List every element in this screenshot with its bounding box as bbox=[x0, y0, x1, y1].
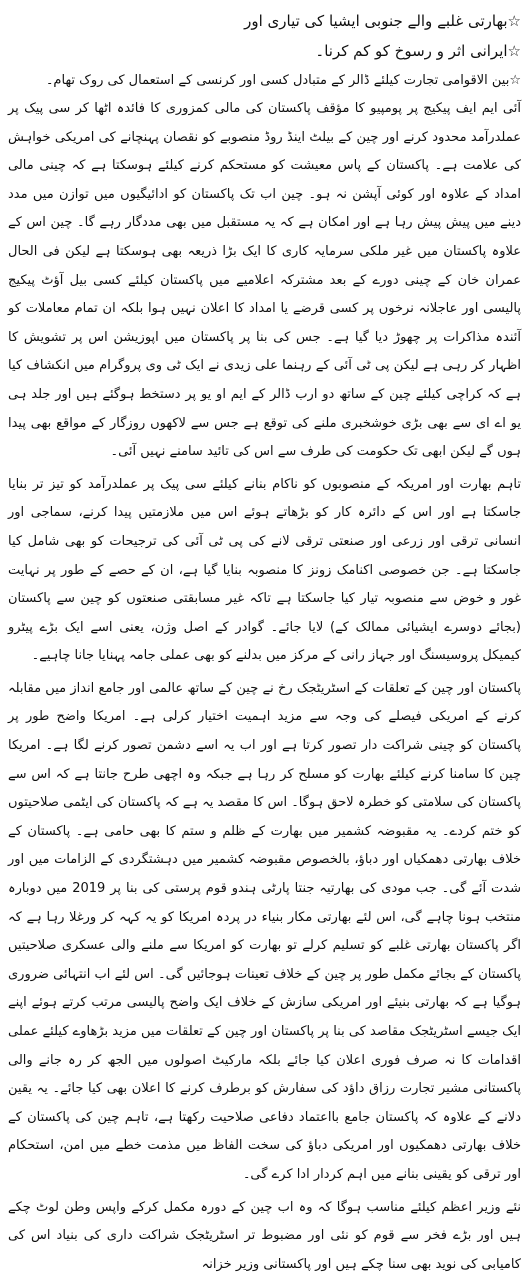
article-paragraph: تاہم بھارت اور امریکہ کے منصوبوں کو ناکام بنانے کیلئے سی پیک پر عملدرآمد کو تیز تر بنایا جاسکتا ہے اور اس کے دائرہ کار کو بڑھاتے ہوئے اس میں ملازمتیں پیدا کرنے، سماجی اور انسانی ترقی اور زرعی اور صنعتی ترقی لانے کی پی ٹی آئی کی ترجیحات کو بھی شامل کیا جاسکتا ہے۔ جن خصوصی اکنامک زونز کا منصوبہ بنایا گیا ہے، ان کے حصے کے طور پر نہایت غور و خوض سے منصوبہ تیار کیا جاسکتا ہے تاکہ غیر مسابقتی صنعتوں کو چین سے پاکستان (بجائے دوسرے ایشیائی ممالک کے) لایا جائے۔ گوادر کے اصل وژن، یعنی اسے ایک بڑے پیٹرو کیمیکل پروسیسنگ اور جہاز رانی کے مرکز میں بدلنے کو بھی عملی جامہ پہنایا جانا چاہیے۔ bbox=[8, 476, 521, 664]
article-paragraph: آئی ایم ایف پیکیج پر پومپیو کا مؤقف پاکستان کی مالی کمزوری کا فائدہ اٹھا کر سی پیک پر عملدرآمد محدود کرنے اور چین کے بیلٹ اینڈ روڈ منصوبے کو نقصان پہنچانے کی امریکی خواہش کی علامت ہے۔ پاکستان کے پاس معیشت کو مستحکم کرنے کیلئے ہوسکتا ہے کہ چینی مالی امداد کے علاوہ اور کوئی آپشن نہ ہو۔ چین اب تک پاکستان کو ادائیگیوں میں توازن میں مدد دینے میں پیش پیش رہا ہے اور امکان ہے کہ یہ مستقبل میں بھی مددگار رہے گا۔ چین اس کے علاوہ پاکستان میں غیر ملکی سرمایہ کاری کا ایک بڑا ذریعہ بھی ہوسکتا ہے لیکن فی الحال عمران خان کے چینی دورے کے بعد مشترکہ اعلامیے میں پاکستان کیلئے کسی بیل آؤٹ پیکیج پالیسی اور عاجلانہ نرخوں پر کسی قرضے یا امداد کا اعلان نہیں ہوا بلکہ ان تمام معاملات کو آئندہ مذاکرات پر چھوڑ دیا گیا ہے۔ جس کی بنا پر پاکستان میں اپوزیشن اس پر تشویش کا اظہار کر رہی ہے لیکن پی ٹی آئی کے رہنما علی زیدی نے ایک ٹی وی پروگرام میں انکشاف کیا ہے کہ کراچی کیلئے چین کے ساتھ دو ارب ڈالر کے ایم او یو پر دستخط ہوگئے ہیں اور جلد ہی یو اے ای سے بھی بڑی خوشخبری ملنے کی توقع ہے جس سے لاکھوں روزگار کے مواقع بھی پیدا ہوں گے لیکن ابھی تک حکومت کی طرف سے اس کی تائید سامنے نہیں آئی۔ bbox=[8, 101, 521, 460]
article-paragraph: نئے وزیر اعظم کیلئے مناسب ہوگا کہ وہ اب چین کے دورہ مکمل کرکے واپس وطن لوٹ چکے ہیں اور بڑے فخر سے قوم کو نئی اور مضبوط تر اسٹریٹجک شراکت داری کی بنیاد اس کی کامیابی کی نوید بھی سنا چکے ہیں اور پاکستانی وزیر خزانہ bbox=[8, 1199, 521, 1272]
bullet-heading: ☆بین الاقوامی تجارت کیلئے ڈالر کے متبادل کسی اور کرنسی کے استعمال کی روک تھام۔ bbox=[45, 73, 521, 88]
article-paragraph: پاکستان اور چین کے تعلقات کے اسٹریٹجک رخ نے چین کے ساتھ عالمی اور جامع انداز میں مقابلہ کرنے کے امریکی فیصلے کی وجہ سے مزید اہمیت اختیار کرلی ہے۔ امریکا واضح طور پر پاکستان کو چینی شراکت دار تصور کرتا ہے اور اب یہ اسے دشمن تصور کرنے لگا ہے۔ امریکا چین کا سامنا کرنے کیلئے بھارت کو مسلح کر رہا ہے جبکہ وہ اچھی طرح جانتا ہے کہ اس سے پاکستان کی سلامتی کو خطرہ لاحق ہوگا۔ اس کا مقصد یہ ہے کہ پاکستان کی ایٹمی صلاحیتوں کو ختم کردے۔ یہ مقبوضہ کشمیر میں بھارت کے ظلم و ستم کا بھی حامی ہے۔ پاکستان کے خلاف بھارتی دھمکیاں اور دباؤ، بالخصوص مقبوضہ کشمیر میں دہشتگردی کے الزامات میں اور شدت آئے گی۔ جب مودی کی بھارتیہ جنتا پارٹی ہندو قوم پرستی کی بنا پر 2019 میں دوبارہ منتخب ہونا چاہے گی، اس لئے بھارتی مکار بنیاء در پردہ امریکا کو یہ کہہ کر ورغلا رہا ہے کہ اگر پاکستان بھارتی غلبے کو تسلیم کرلے تو بھارت کو امریکا سے ملنے والی عسکری صلاحیتیں پاکستان کے بجائے مکمل طور پر چین کے خلاف تعینات ہوجائیں گی۔ اس لئے اب انتہائی ضروری ہوگیا ہے کہ بھارتی بنیئے اور امریکی سازش کے خلاف ایک واضح پالیسی مرتب کرتے ہوئے اپنے ایک جیسے اسٹریٹجک مقاصد کی بنا پر پاکستان اور چین کے تعلقات میں مزید بڑھاوے کیلئے عملی اقدامات کا نہ صرف فوری اعلان کیا جائے بلکہ مارکیٹ اصولوں میں الجھ کر رہ جانے والی پاکستانی مشیر تجارت رزاق داؤد کی سفارش کو برطرف کرنے کا اعلان بھی کیا جائے۔ یہ یقین دلانے کے علاوہ کہ پاکستان جامع بااعتماد دفاعی صلاحیت رکھتا ہے، تاہم چین کی پاکستان کے خلاف بھارتی دھمکیوں اور امریکی دباؤ کی سخت الفاظ میں مذمت خطے میں امن، استحکام اور ترقی کو یقینی بنانے میں اہم کردار ادا کرے گی۔ bbox=[8, 680, 521, 1182]
bullet-heading: ☆ایرانی اثر و رسوخ کو کم کرنا۔ bbox=[315, 42, 521, 60]
bullet-heading: ☆بھارتی غلبے والے جنوبی ایشیا کی تیاری اور bbox=[244, 12, 521, 30]
